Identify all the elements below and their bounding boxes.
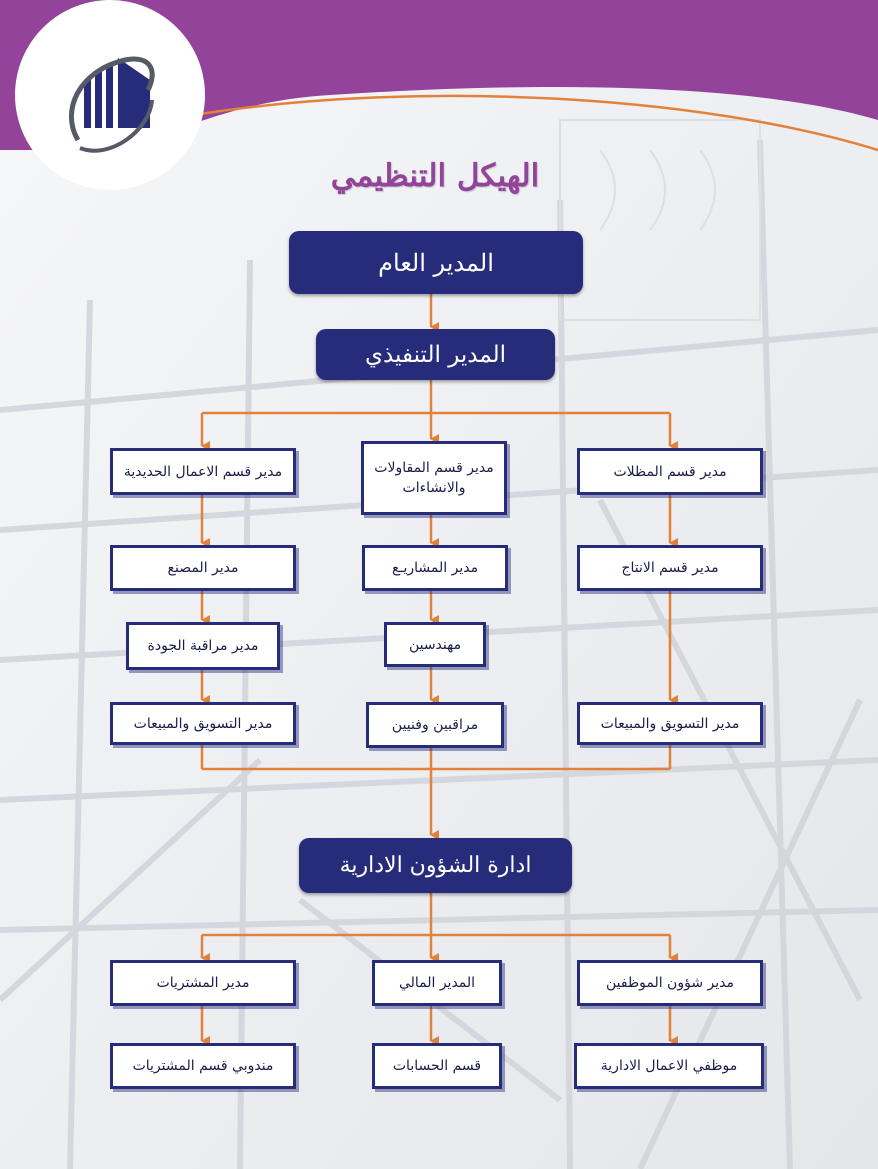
quality-manager-box: مدير مراقبة الجودة [126, 622, 280, 670]
awnings-marketing-box: مدير التسويق والمبيعات [577, 702, 763, 745]
contracting-head-box: مدير قسم المقاولات والانشاءات [361, 441, 507, 515]
purchasing-reps-box: مندوبي قسم المشتريات [110, 1043, 296, 1089]
accounts-dept-box: قسم الحسابات [372, 1043, 502, 1089]
admin-staff-box: موظفي الاعمال الادارية [574, 1043, 764, 1089]
page-title: الهيكل التنظيمي [330, 158, 540, 194]
hr-manager-box: مدير شؤون الموظفين [577, 960, 763, 1006]
projects-manager-box: مدير المشاريـع [362, 545, 508, 591]
executive-manager-box: المدير التنفيذي [316, 329, 555, 380]
factory-manager-box: مدير المصنع [110, 545, 296, 591]
admin-affairs-box: ادارة الشؤون الادارية [299, 838, 572, 893]
supervisors-technicians-box: مراقبين وفنيين [366, 702, 504, 748]
production-manager-box: مدير قسم الانتاج [577, 545, 763, 591]
general-manager-box: المدير العام [289, 231, 583, 294]
engineers-box: مهندسين [384, 622, 486, 667]
finance-manager-box: المدير المالي [372, 960, 502, 1006]
awnings-head-box: مدير قسم المظلات [577, 448, 763, 495]
ironworks-marketing-box: مدير التسويق والمبيعات [110, 702, 296, 745]
purchasing-manager-box: مدير المشتريات [110, 960, 296, 1006]
ironworks-head-box: مدير قسم الاعمال الحديدية [110, 448, 296, 495]
